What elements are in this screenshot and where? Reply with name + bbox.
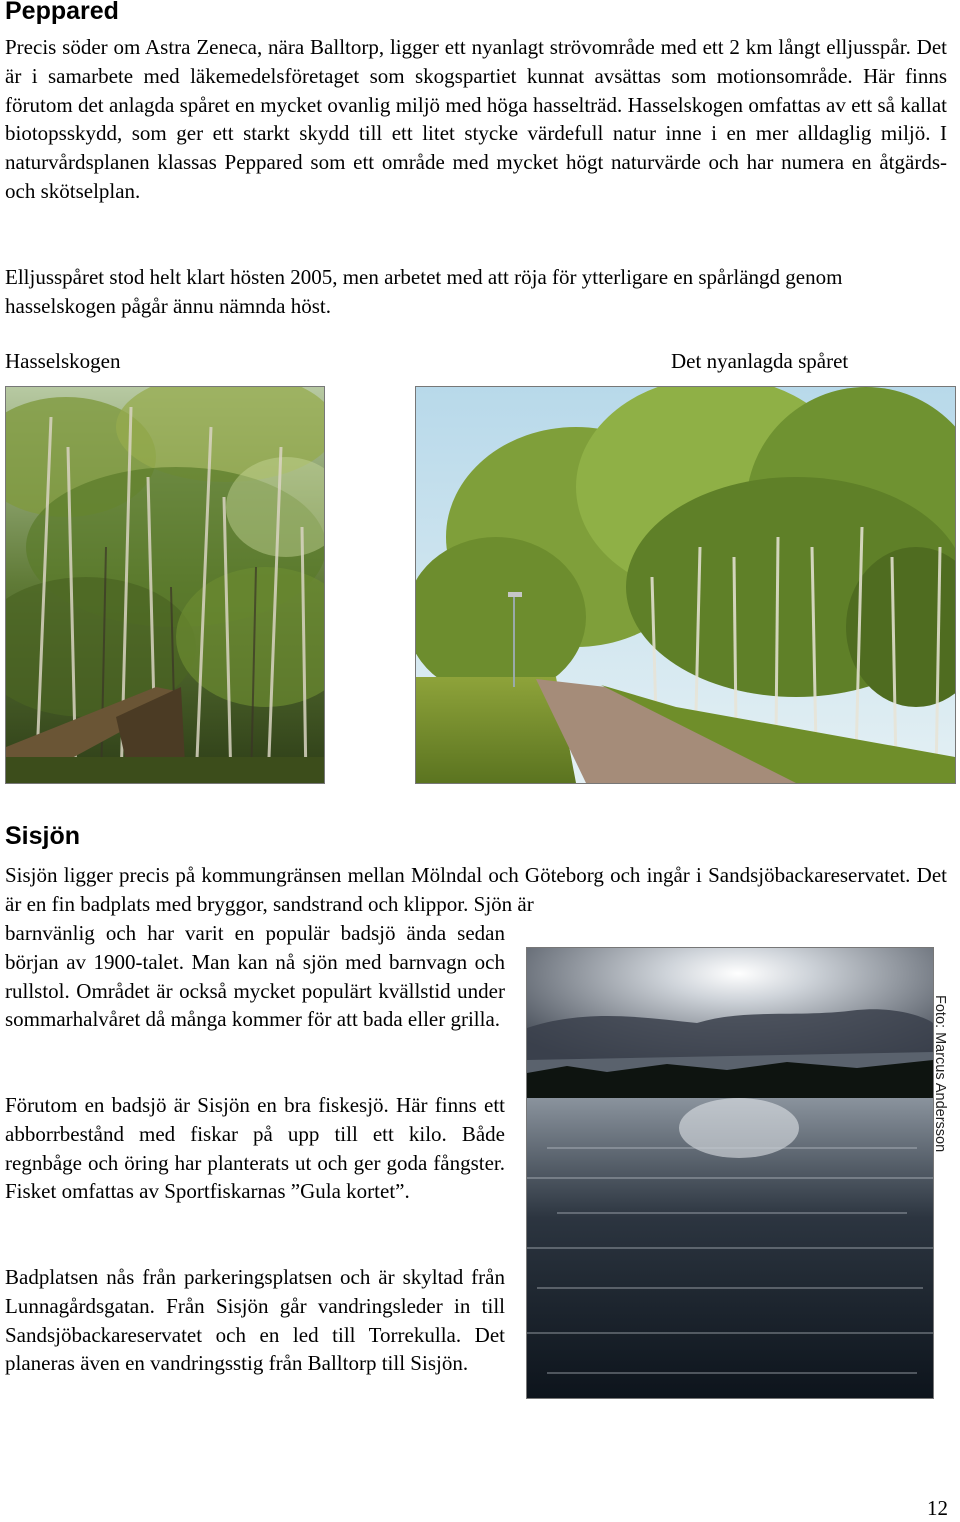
caption-nyanlagda-sparet: Det nyanlagda spåret — [671, 349, 849, 373]
paragraph-peppared-intro: Precis söder om Astra Zeneca, nära Balltorp, ligger ett nyanlagt strövområde med ett 2 km långt elljusspår. Det är i samarbete med läkemedelsföretaget som skogspartiet kunnat avsättas som motionsområde. Här finns förutom det anlagda spåret en mycket ovanlig miljö med höga hasselträd. Hasselskogen omfattas av ett så kallat biotopsskydd, som ger ett starkt skydd till ett litet stycke värdefull natur inne i en mer alldaglig miljö. I naturvårdsplanen klassas Peppared som ett område med mycket högt naturvärde och har numera en åtgärds- och skötselplan. — [5, 35, 947, 203]
paragraph-sisjon-fishing: Förutom en badsjö är Sisjön en bra fiskesjö. Här finns ett abborrbestånd med fiskar på upp till ett kilo. Både regnbåge och öring har planterats ut och ger goda fångster. Fisket omfattas av Sportfiskarnas ”Gula kortet”. — [5, 1093, 505, 1204]
photo-credit: Foto: Marcus Andersson — [932, 995, 948, 1153]
photo-lake-sisjon — [526, 947, 934, 1399]
paragraph-peppared-track: Elljusspåret stod helt klart hösten 2005, men arbetet med att röja för ytterligare en spårlängd genom hasselskogen pågår ännu nämnda höst. — [5, 265, 843, 318]
paragraph-sisjon-family: barnvänlig och har varit en populär badsjö ända sedan början av 1900-talet. Man kan nå sjön med barnvagn och rullstol. Området är också mycket populärt kvällstid under sommarhalvåret då många kommer för att bada eller grilla. — [5, 921, 505, 1032]
paragraph-sisjon-intro: Sisjön ligger precis på kommungränsen mellan Mölndal och Göteborg och ingår i Sandsjöbackareservatet. Det är en fin badplats med bryggor, sandstrand och klippor. Sjön är — [5, 863, 947, 916]
heading-sisjon: Sisjön — [5, 822, 81, 850]
caption-hasselskogen: Hasselskogen — [5, 349, 121, 373]
page-number: 12 — [927, 1496, 948, 1520]
photo-new-track — [415, 386, 956, 784]
heading-peppared: Peppared — [5, 0, 119, 25]
photo-hazel-forest — [5, 386, 325, 784]
paragraph-sisjon-access: Badplatsen nås från parkeringsplatsen och är skyltad från Lunnagårdsgatan. Från Sisjön går vandringsleder in till Sandsjöbackareservatet och en led till Torrekulla. Det planeras även en vandringsstig från Balltorp till Sisjön. — [5, 1265, 505, 1376]
